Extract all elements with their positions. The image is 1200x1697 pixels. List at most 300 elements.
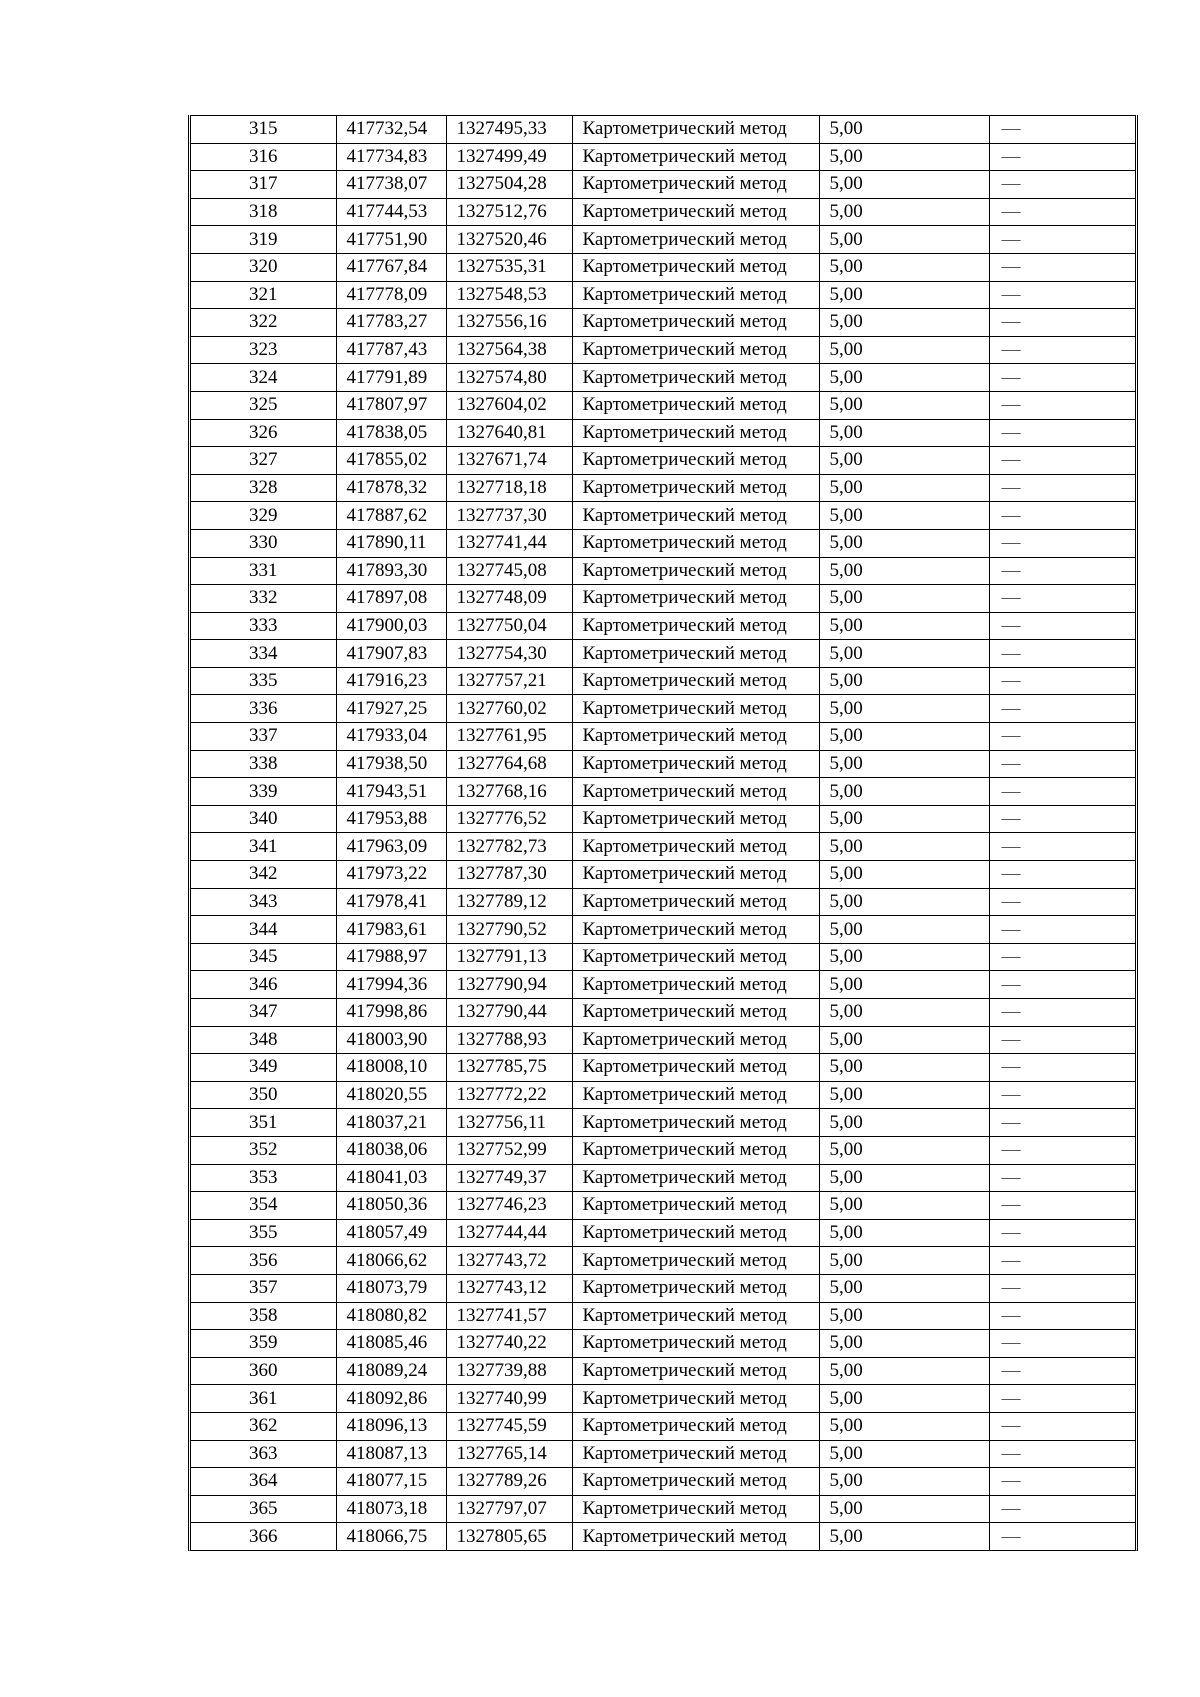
- point-number-cell: 358: [191, 1302, 336, 1330]
- description-cell: —: [989, 1164, 1135, 1192]
- table-row: [191, 116, 1135, 144]
- table-row: [191, 364, 1135, 392]
- method-cell: Картометрический метод: [572, 253, 819, 281]
- method-cell: Картометрический метод: [572, 1440, 819, 1468]
- method-cell: Картометрический метод: [572, 1330, 819, 1358]
- x-coordinate-cell: 417787,43: [336, 336, 446, 364]
- x-coordinate-cell: 417988,97: [336, 943, 446, 971]
- accuracy-cell: 5,00: [819, 226, 989, 254]
- accuracy-cell: 5,00: [819, 1412, 989, 1440]
- description-cell: —: [989, 999, 1135, 1027]
- x-coordinate-cell: 417878,32: [336, 474, 446, 502]
- table-row: [191, 1247, 1135, 1275]
- method-cell: Картометрический метод: [572, 1302, 819, 1330]
- y-coordinate-cell: 1327789,26: [446, 1468, 572, 1496]
- point-number-cell: 363: [191, 1440, 336, 1468]
- x-coordinate-cell: 418096,13: [336, 1412, 446, 1440]
- description-cell: —: [989, 1219, 1135, 1247]
- point-number-cell: 341: [191, 833, 336, 861]
- description-cell: —: [989, 529, 1135, 557]
- y-coordinate-cell: 1327790,52: [446, 916, 572, 944]
- description-cell: —: [989, 1330, 1135, 1358]
- description-cell: —: [989, 667, 1135, 695]
- accuracy-cell: 5,00: [819, 391, 989, 419]
- point-number-cell: 347: [191, 999, 336, 1027]
- y-coordinate-cell: 1327718,18: [446, 474, 572, 502]
- method-cell: Картометрический метод: [572, 1054, 819, 1082]
- y-coordinate-cell: 1327737,30: [446, 502, 572, 530]
- y-coordinate-cell: 1327548,53: [446, 281, 572, 309]
- table-row: [191, 888, 1135, 916]
- method-cell: Картометрический метод: [572, 640, 819, 668]
- method-cell: Картометрический метод: [572, 612, 819, 640]
- accuracy-cell: 5,00: [819, 502, 989, 530]
- y-coordinate-cell: 1327564,38: [446, 336, 572, 364]
- accuracy-cell: 5,00: [819, 1495, 989, 1523]
- description-cell: —: [989, 1495, 1135, 1523]
- description-cell: —: [989, 1357, 1135, 1385]
- description-cell: —: [989, 888, 1135, 916]
- y-coordinate-cell: 1327740,22: [446, 1330, 572, 1358]
- x-coordinate-cell: 417751,90: [336, 226, 446, 254]
- y-coordinate-cell: 1327748,09: [446, 585, 572, 613]
- accuracy-cell: 5,00: [819, 916, 989, 944]
- description-cell: —: [989, 474, 1135, 502]
- description-cell: —: [989, 750, 1135, 778]
- point-number-cell: 327: [191, 447, 336, 475]
- x-coordinate-cell: 418080,82: [336, 1302, 446, 1330]
- y-coordinate-cell: 1327520,46: [446, 226, 572, 254]
- method-cell: Картометрический метод: [572, 1523, 819, 1550]
- point-number-cell: 320: [191, 253, 336, 281]
- table-row: [191, 999, 1135, 1027]
- point-number-cell: 329: [191, 502, 336, 530]
- method-cell: Картометрический метод: [572, 971, 819, 999]
- accuracy-cell: 5,00: [819, 723, 989, 751]
- method-cell: Картометрический метод: [572, 888, 819, 916]
- point-number-cell: 361: [191, 1385, 336, 1413]
- description-cell: —: [989, 309, 1135, 337]
- accuracy-cell: 5,00: [819, 1164, 989, 1192]
- description-cell: —: [989, 1385, 1135, 1413]
- x-coordinate-cell: 417838,05: [336, 419, 446, 447]
- description-cell: —: [989, 281, 1135, 309]
- point-number-cell: 344: [191, 916, 336, 944]
- method-cell: Картометрический метод: [572, 999, 819, 1027]
- table-row: [191, 1440, 1135, 1468]
- description-cell: —: [989, 419, 1135, 447]
- x-coordinate-cell: 417855,02: [336, 447, 446, 475]
- point-number-cell: 349: [191, 1054, 336, 1082]
- accuracy-cell: 5,00: [819, 1081, 989, 1109]
- accuracy-cell: 5,00: [819, 143, 989, 171]
- table-row: [191, 391, 1135, 419]
- x-coordinate-cell: 417767,84: [336, 253, 446, 281]
- description-cell: —: [989, 805, 1135, 833]
- x-coordinate-cell: 417791,89: [336, 364, 446, 392]
- method-cell: Картометрический метод: [572, 391, 819, 419]
- accuracy-cell: 5,00: [819, 198, 989, 226]
- table-row: [191, 1054, 1135, 1082]
- description-cell: —: [989, 364, 1135, 392]
- accuracy-cell: 5,00: [819, 805, 989, 833]
- x-coordinate-cell: 418066,62: [336, 1247, 446, 1275]
- point-number-cell: 317: [191, 171, 336, 199]
- table-row: [191, 585, 1135, 613]
- accuracy-cell: 5,00: [819, 474, 989, 502]
- point-number-cell: 318: [191, 198, 336, 226]
- table-row: [191, 253, 1135, 281]
- description-cell: —: [989, 640, 1135, 668]
- description-cell: —: [989, 695, 1135, 723]
- point-number-cell: 323: [191, 336, 336, 364]
- coordinates-table-frame: [188, 115, 1138, 1551]
- point-number-cell: 336: [191, 695, 336, 723]
- description-cell: —: [989, 447, 1135, 475]
- method-cell: Картометрический метод: [572, 1495, 819, 1523]
- y-coordinate-cell: 1327765,14: [446, 1440, 572, 1468]
- point-number-cell: 331: [191, 557, 336, 585]
- description-cell: —: [989, 612, 1135, 640]
- y-coordinate-cell: 1327757,21: [446, 667, 572, 695]
- description-cell: —: [989, 1136, 1135, 1164]
- method-cell: Картометрический метод: [572, 171, 819, 199]
- point-number-cell: 352: [191, 1136, 336, 1164]
- point-number-cell: 343: [191, 888, 336, 916]
- method-cell: Картометрический метод: [572, 695, 819, 723]
- description-cell: —: [989, 336, 1135, 364]
- point-number-cell: 351: [191, 1109, 336, 1137]
- method-cell: Картометрический метод: [572, 1136, 819, 1164]
- x-coordinate-cell: 417983,61: [336, 916, 446, 944]
- description-cell: —: [989, 1247, 1135, 1275]
- accuracy-cell: 5,00: [819, 1330, 989, 1358]
- x-coordinate-cell: 417887,62: [336, 502, 446, 530]
- description-cell: —: [989, 1109, 1135, 1137]
- x-coordinate-cell: 417897,08: [336, 585, 446, 613]
- x-coordinate-cell: 417734,83: [336, 143, 446, 171]
- description-cell: —: [989, 833, 1135, 861]
- accuracy-cell: 5,00: [819, 667, 989, 695]
- table-row: [191, 143, 1135, 171]
- method-cell: Картометрический метод: [572, 1468, 819, 1496]
- accuracy-cell: 5,00: [819, 943, 989, 971]
- table-row: [191, 1357, 1135, 1385]
- table-row: [191, 971, 1135, 999]
- point-number-cell: 316: [191, 143, 336, 171]
- table-row: [191, 447, 1135, 475]
- x-coordinate-cell: 417938,50: [336, 750, 446, 778]
- x-coordinate-cell: 418073,18: [336, 1495, 446, 1523]
- table-row: [191, 612, 1135, 640]
- y-coordinate-cell: 1327750,04: [446, 612, 572, 640]
- description-cell: —: [989, 253, 1135, 281]
- point-number-cell: 328: [191, 474, 336, 502]
- x-coordinate-cell: 418057,49: [336, 1219, 446, 1247]
- accuracy-cell: 5,00: [819, 640, 989, 668]
- method-cell: Картометрический метод: [572, 1385, 819, 1413]
- y-coordinate-cell: 1327785,75: [446, 1054, 572, 1082]
- point-number-cell: 337: [191, 723, 336, 751]
- table-row: [191, 1136, 1135, 1164]
- point-number-cell: 362: [191, 1412, 336, 1440]
- x-coordinate-cell: 417783,27: [336, 309, 446, 337]
- accuracy-cell: 5,00: [819, 419, 989, 447]
- method-cell: Картометрический метод: [572, 667, 819, 695]
- x-coordinate-cell: 418008,10: [336, 1054, 446, 1082]
- table-row: [191, 833, 1135, 861]
- table-row: [191, 419, 1135, 447]
- table-row: [191, 1274, 1135, 1302]
- x-coordinate-cell: 418038,06: [336, 1136, 446, 1164]
- method-cell: Картометрический метод: [572, 447, 819, 475]
- description-cell: —: [989, 1026, 1135, 1054]
- point-number-cell: 332: [191, 585, 336, 613]
- description-cell: —: [989, 198, 1135, 226]
- point-number-cell: 350: [191, 1081, 336, 1109]
- point-number-cell: 319: [191, 226, 336, 254]
- accuracy-cell: 5,00: [819, 1302, 989, 1330]
- point-number-cell: 354: [191, 1192, 336, 1220]
- y-coordinate-cell: 1327745,08: [446, 557, 572, 585]
- x-coordinate-cell: 418066,75: [336, 1523, 446, 1550]
- point-number-cell: 346: [191, 971, 336, 999]
- accuracy-cell: 5,00: [819, 1274, 989, 1302]
- table-row: [191, 640, 1135, 668]
- y-coordinate-cell: 1327512,76: [446, 198, 572, 226]
- x-coordinate-cell: 417973,22: [336, 861, 446, 889]
- accuracy-cell: 5,00: [819, 309, 989, 337]
- y-coordinate-cell: 1327749,37: [446, 1164, 572, 1192]
- method-cell: Картометрический метод: [572, 364, 819, 392]
- table-row: [191, 281, 1135, 309]
- x-coordinate-cell: 418085,46: [336, 1330, 446, 1358]
- description-cell: —: [989, 585, 1135, 613]
- x-coordinate-cell: 417943,51: [336, 778, 446, 806]
- table-row: [191, 1468, 1135, 1496]
- accuracy-cell: 5,00: [819, 336, 989, 364]
- y-coordinate-cell: 1327574,80: [446, 364, 572, 392]
- x-coordinate-cell: 417890,11: [336, 529, 446, 557]
- point-number-cell: 338: [191, 750, 336, 778]
- description-cell: —: [989, 778, 1135, 806]
- x-coordinate-cell: 417907,83: [336, 640, 446, 668]
- point-number-cell: 355: [191, 1219, 336, 1247]
- x-coordinate-cell: 417900,03: [336, 612, 446, 640]
- method-cell: Картометрический метод: [572, 861, 819, 889]
- y-coordinate-cell: 1327740,99: [446, 1385, 572, 1413]
- point-number-cell: 348: [191, 1026, 336, 1054]
- y-coordinate-cell: 1327782,73: [446, 833, 572, 861]
- x-coordinate-cell: 417994,36: [336, 971, 446, 999]
- x-coordinate-cell: 417963,09: [336, 833, 446, 861]
- description-cell: —: [989, 861, 1135, 889]
- table-row: [191, 529, 1135, 557]
- description-cell: —: [989, 1054, 1135, 1082]
- accuracy-cell: 5,00: [819, 585, 989, 613]
- point-number-cell: 342: [191, 861, 336, 889]
- y-coordinate-cell: 1327535,31: [446, 253, 572, 281]
- y-coordinate-cell: 1327791,13: [446, 943, 572, 971]
- method-cell: Картометрический метод: [572, 943, 819, 971]
- method-cell: Картометрический метод: [572, 1026, 819, 1054]
- method-cell: Картометрический метод: [572, 1247, 819, 1275]
- description-cell: —: [989, 557, 1135, 585]
- y-coordinate-cell: 1327746,23: [446, 1192, 572, 1220]
- description-cell: —: [989, 1302, 1135, 1330]
- method-cell: Картометрический метод: [572, 1412, 819, 1440]
- x-coordinate-cell: 418037,21: [336, 1109, 446, 1137]
- accuracy-cell: 5,00: [819, 778, 989, 806]
- y-coordinate-cell: 1327790,44: [446, 999, 572, 1027]
- point-number-cell: 333: [191, 612, 336, 640]
- x-coordinate-cell: 418089,24: [336, 1357, 446, 1385]
- table-row: [191, 1385, 1135, 1413]
- table-row: [191, 805, 1135, 833]
- y-coordinate-cell: 1327743,72: [446, 1247, 572, 1275]
- accuracy-cell: 5,00: [819, 364, 989, 392]
- table-row: [191, 1495, 1135, 1523]
- y-coordinate-cell: 1327772,22: [446, 1081, 572, 1109]
- y-coordinate-cell: 1327495,33: [446, 116, 572, 144]
- description-cell: —: [989, 116, 1135, 144]
- point-number-cell: 356: [191, 1247, 336, 1275]
- accuracy-cell: 5,00: [819, 1468, 989, 1496]
- accuracy-cell: 5,00: [819, 612, 989, 640]
- method-cell: Картометрический метод: [572, 502, 819, 530]
- method-cell: Картометрический метод: [572, 1081, 819, 1109]
- accuracy-cell: 5,00: [819, 557, 989, 585]
- y-coordinate-cell: 1327741,57: [446, 1302, 572, 1330]
- table-row: [191, 1302, 1135, 1330]
- table-row: [191, 198, 1135, 226]
- y-coordinate-cell: 1327640,81: [446, 419, 572, 447]
- table-row: [191, 309, 1135, 337]
- description-cell: —: [989, 1192, 1135, 1220]
- table-row: [191, 1412, 1135, 1440]
- table-row: [191, 750, 1135, 778]
- table-row: [191, 557, 1135, 585]
- point-number-cell: 360: [191, 1357, 336, 1385]
- x-coordinate-cell: 417978,41: [336, 888, 446, 916]
- method-cell: Картометрический метод: [572, 805, 819, 833]
- table-row: [191, 916, 1135, 944]
- method-cell: Картометрический метод: [572, 585, 819, 613]
- y-coordinate-cell: 1327744,44: [446, 1219, 572, 1247]
- y-coordinate-cell: 1327764,68: [446, 750, 572, 778]
- point-number-cell: 334: [191, 640, 336, 668]
- y-coordinate-cell: 1327741,44: [446, 529, 572, 557]
- method-cell: Картометрический метод: [572, 336, 819, 364]
- y-coordinate-cell: 1327752,99: [446, 1136, 572, 1164]
- y-coordinate-cell: 1327739,88: [446, 1357, 572, 1385]
- x-coordinate-cell: 418050,36: [336, 1192, 446, 1220]
- point-number-cell: 339: [191, 778, 336, 806]
- x-coordinate-cell: 417916,23: [336, 667, 446, 695]
- description-cell: —: [989, 916, 1135, 944]
- point-number-cell: 364: [191, 1468, 336, 1496]
- accuracy-cell: 5,00: [819, 1247, 989, 1275]
- table-row: [191, 502, 1135, 530]
- table-row: [191, 1219, 1135, 1247]
- table-row: [191, 667, 1135, 695]
- accuracy-cell: 5,00: [819, 1440, 989, 1468]
- description-cell: —: [989, 391, 1135, 419]
- table-row: [191, 778, 1135, 806]
- description-cell: —: [989, 723, 1135, 751]
- accuracy-cell: 5,00: [819, 1192, 989, 1220]
- method-cell: Картометрический метод: [572, 529, 819, 557]
- accuracy-cell: 5,00: [819, 750, 989, 778]
- point-number-cell: 326: [191, 419, 336, 447]
- description-cell: —: [989, 226, 1135, 254]
- method-cell: Картометрический метод: [572, 116, 819, 144]
- accuracy-cell: 5,00: [819, 253, 989, 281]
- method-cell: Картометрический метод: [572, 309, 819, 337]
- method-cell: Картометрический метод: [572, 143, 819, 171]
- accuracy-cell: 5,00: [819, 529, 989, 557]
- method-cell: Картометрический метод: [572, 281, 819, 309]
- table-row: [191, 861, 1135, 889]
- table-row: [191, 171, 1135, 199]
- y-coordinate-cell: 1327504,28: [446, 171, 572, 199]
- accuracy-cell: 5,00: [819, 833, 989, 861]
- description-cell: —: [989, 143, 1135, 171]
- point-number-cell: 321: [191, 281, 336, 309]
- x-coordinate-cell: 417807,97: [336, 391, 446, 419]
- method-cell: Картометрический метод: [572, 1219, 819, 1247]
- y-coordinate-cell: 1327743,12: [446, 1274, 572, 1302]
- table-row: [191, 1026, 1135, 1054]
- accuracy-cell: 5,00: [819, 1054, 989, 1082]
- x-coordinate-cell: 417933,04: [336, 723, 446, 751]
- table-row: [191, 474, 1135, 502]
- y-coordinate-cell: 1327756,11: [446, 1109, 572, 1137]
- accuracy-cell: 5,00: [819, 1219, 989, 1247]
- accuracy-cell: 5,00: [819, 1357, 989, 1385]
- table-row: [191, 695, 1135, 723]
- accuracy-cell: 5,00: [819, 1385, 989, 1413]
- method-cell: Картометрический метод: [572, 226, 819, 254]
- table-row: [191, 1523, 1135, 1550]
- table-row: [191, 336, 1135, 364]
- y-coordinate-cell: 1327776,52: [446, 805, 572, 833]
- description-cell: —: [989, 971, 1135, 999]
- method-cell: Картометрический метод: [572, 1357, 819, 1385]
- y-coordinate-cell: 1327761,95: [446, 723, 572, 751]
- x-coordinate-cell: 418092,86: [336, 1385, 446, 1413]
- x-coordinate-cell: 418087,13: [336, 1440, 446, 1468]
- point-number-cell: 324: [191, 364, 336, 392]
- point-number-cell: 330: [191, 529, 336, 557]
- point-number-cell: 315: [191, 116, 336, 144]
- table-row: [191, 1192, 1135, 1220]
- accuracy-cell: 5,00: [819, 1523, 989, 1550]
- accuracy-cell: 5,00: [819, 1109, 989, 1137]
- point-number-cell: 353: [191, 1164, 336, 1192]
- description-cell: —: [989, 1440, 1135, 1468]
- accuracy-cell: 5,00: [819, 447, 989, 475]
- x-coordinate-cell: 418073,79: [336, 1274, 446, 1302]
- point-number-cell: 335: [191, 667, 336, 695]
- method-cell: Картометрический метод: [572, 1164, 819, 1192]
- x-coordinate-cell: 418003,90: [336, 1026, 446, 1054]
- accuracy-cell: 5,00: [819, 999, 989, 1027]
- y-coordinate-cell: 1327790,94: [446, 971, 572, 999]
- y-coordinate-cell: 1327604,02: [446, 391, 572, 419]
- description-cell: —: [989, 171, 1135, 199]
- accuracy-cell: 5,00: [819, 888, 989, 916]
